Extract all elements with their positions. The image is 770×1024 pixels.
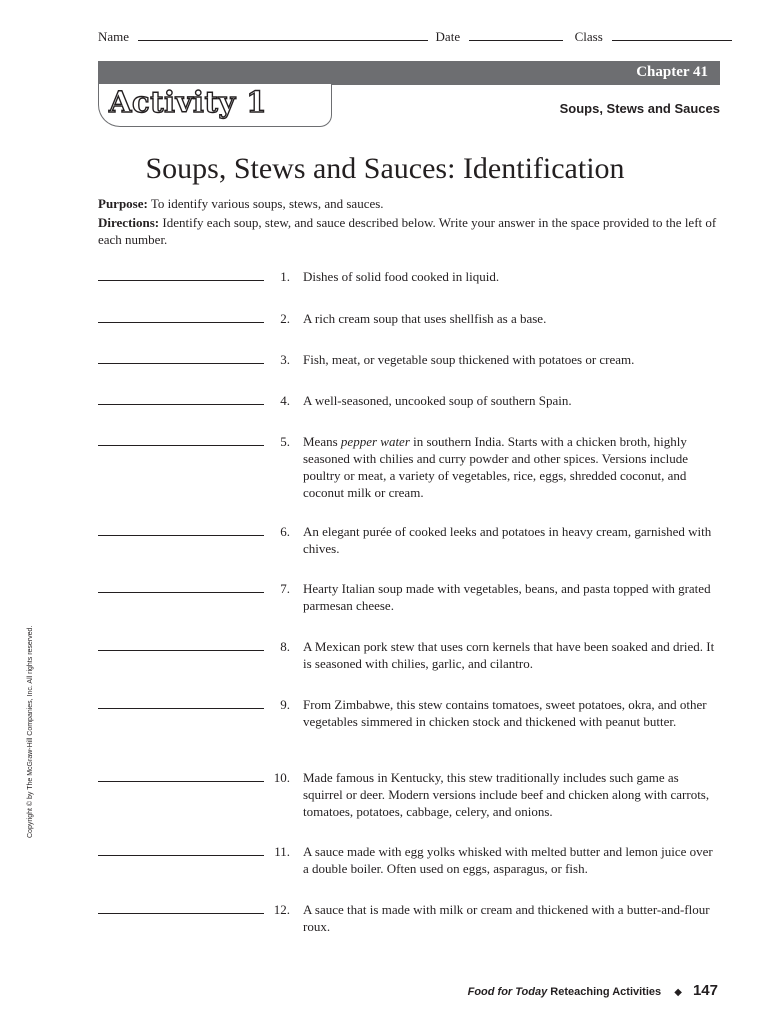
class-label: Class — [574, 29, 603, 44]
footer — [468, 982, 718, 999]
chapter-subtitle: Soups, Stews and Sauces — [559, 101, 720, 116]
answer-blank[interactable] — [98, 696, 264, 709]
question-text-italic: pepper water — [340, 434, 410, 449]
chapter-label: Chapter 41 — [636, 64, 708, 80]
question-number: 2. — [280, 311, 290, 326]
question-number: 11. — [274, 844, 290, 859]
answer-blank[interactable] — [98, 580, 264, 593]
purpose — [98, 196, 720, 212]
question-text: A sauce made with egg yolks whisked with melted butter and lemon juice over a double boiler. Often used on eggs, asparagus, or fish. — [303, 844, 713, 876]
answer-blank[interactable] — [98, 638, 264, 651]
name-blank[interactable] — [138, 30, 428, 41]
chapter-bar — [98, 61, 720, 85]
diamond-icon: ◆ — [674, 987, 682, 998]
class-blank[interactable] — [612, 30, 732, 41]
purpose-label: Purpose: — [98, 196, 148, 211]
copyright-notice: Copyright © by The McGraw-Hill Companies, Inc. All rights reserved. — [27, 625, 34, 838]
question-text: A Mexican pork stew that uses corn kernels that have been soaked and dried. It is seasoned with chilies, garlic, and cilantro. — [303, 639, 715, 671]
date-label: Date — [435, 29, 461, 44]
activity-title: Activity 1 — [109, 85, 267, 119]
question-text: Dishes of solid food cooked in liquid. — [303, 269, 500, 284]
question-text: A rich cream soup that uses shellfish as a base. — [303, 311, 547, 326]
footer-book-title: Food for Today — [467, 986, 548, 998]
page-title: Soups, Stews and Sauces: Identification — [145, 152, 625, 185]
name-label: Name — [98, 29, 130, 44]
question-number: 6. — [280, 524, 290, 539]
student-info-line — [98, 29, 732, 45]
purpose-text: To identify various soups, stews, and sauces. — [150, 196, 384, 211]
answer-blank[interactable] — [98, 433, 264, 446]
question-text: Hearty Italian soup made with vegetables, beans, and pasta topped with grated parmesan cheese. — [303, 581, 711, 613]
answer-blank[interactable] — [98, 268, 264, 281]
question-text-after: in southern India. Starts with a chicken broth, highly seasoned with chilies and curry powder and other spices. Versions include poultry or meat, a variety of vegetables, rice, eggs, shredded coconut, and coconut milk or cream. — [303, 434, 688, 500]
directions-label: Directions: — [98, 215, 160, 230]
question-number: 7. — [280, 581, 290, 596]
question-text — [303, 433, 715, 501]
answer-blank[interactable] — [98, 392, 264, 405]
answer-blank[interactable] — [98, 351, 264, 364]
activity-tab — [98, 84, 332, 127]
answer-blank[interactable] — [98, 769, 264, 782]
question-text-before: Means — [303, 434, 341, 449]
question-number: 10. — [273, 770, 290, 785]
question-number: 8. — [280, 639, 290, 654]
question-number: 5. — [280, 434, 290, 449]
question-number: 9. — [280, 697, 290, 712]
question-text: Made famous in Kentucky, this stew traditionally includes such game as squirrel or deer. Modern versions include beef and chicken along with carrots, tomatoes, potatoes, cabbage, celery, and onions. — [303, 770, 710, 819]
question-number: 4. — [280, 393, 290, 408]
directions-text: Identify each soup, stew, and sauce described below. Write your answer in the space provided to the left of each number. — [98, 215, 717, 247]
answer-blank[interactable] — [98, 310, 264, 323]
question-text: An elegant purée of cooked leeks and potatoes in heavy cream, garnished with chives. — [303, 524, 712, 556]
question-text: A sauce that is made with milk or cream and thickened with a butter-and-flour roux. — [303, 902, 710, 934]
question-text: A well-seasoned, uncooked soup of southern Spain. — [303, 393, 572, 408]
answer-blank[interactable] — [98, 901, 264, 914]
directions — [98, 214, 720, 248]
answer-blank[interactable] — [98, 843, 264, 856]
question-number: 1. — [280, 269, 290, 284]
question-number: 12. — [273, 902, 290, 917]
footer-book-rest: Reteaching Activities — [547, 986, 662, 998]
date-blank[interactable] — [469, 30, 563, 41]
question-text: Fish, meat, or vegetable soup thickened with potatoes or cream. — [303, 352, 635, 367]
question-number: 3. — [280, 352, 290, 367]
question-text: From Zimbabwe, this stew contains tomatoes, sweet potatoes, okra, and other vegetables simmered in chicken stock and thickened with peanut butter. — [303, 697, 707, 729]
page-number: 147 — [692, 982, 718, 999]
answer-blank[interactable] — [98, 523, 264, 536]
